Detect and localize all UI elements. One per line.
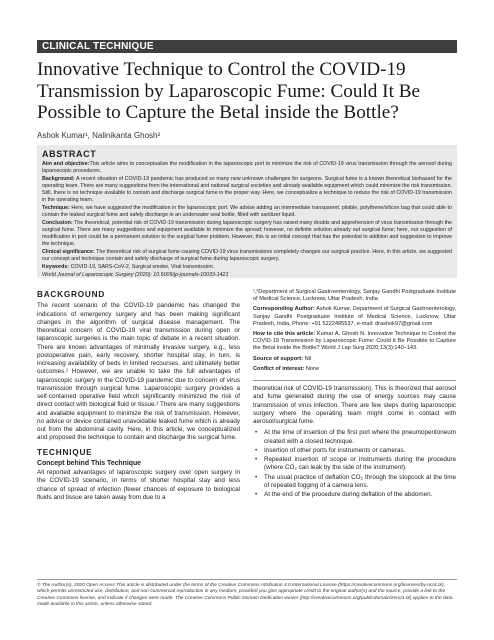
left-column <box>37 289 240 505</box>
abstract-technique <box>42 205 452 219</box>
abstract-aim <box>42 161 452 175</box>
background-heading: BACKGROUND <box>37 290 106 299</box>
technique-paragraph: All reported advantages of laparoscopic surgery over open surgery in the COVID-19 scenario, in terms of shorter hospital stay and less chance of spread of infection (fewer chances of exposure to biological fluids and tissue are taken away from due to a <box>37 469 240 501</box>
significance-text: The theoretical risk of surgical fume causing COVID-19 virus transmissions completely changes our surgical practice. Here, in this article, we suggested our concept and technique contain and safely discharge of surgical fume during laparoscopic surgery. <box>42 249 452 262</box>
cite-label: How to cite this article: <box>253 331 316 338</box>
list-item: • The usual practice of deflation CO₂ through the stopcock at the time of repeated fogging of a camera lens. <box>253 474 456 491</box>
conflict-text: None <box>305 365 320 372</box>
technique-subheading: Concept behind This Technique <box>37 459 141 467</box>
list-item: • At the end of the procedure during deflation of the abdomen. <box>253 491 456 499</box>
abstract-significance <box>42 249 452 263</box>
abstract-conclusion <box>42 220 452 248</box>
affiliation-departments: ¹,²Department of Surgical Gastroenterology, Sanjay Gandhi Postgraduate Institute of Medical Science, Lucknow, Uttar Pradesh, India <box>253 289 456 303</box>
conflict-of-interest <box>253 366 456 373</box>
background-label: Background: <box>42 176 75 183</box>
list-item: • Insertion of other ports for instruments or cameras. <box>253 447 456 455</box>
technique-heading: TECHNIQUE <box>37 447 93 457</box>
background-paragraph: The recent scenario of the COVID-19 pandemic has changed the indications of emergency surgery and has been making significant changes in the algorithm of surgical disease management. The theoretical concern of COVID-19 viral transmission during open or laparoscopic surgeries is the main topic of debate in a recent situation. There are known advantages of minimally invasive surgery, e.g., less postoperative pain, early recovery, shorter hospital stay, in turn, is increasing availability of beds in limited recourses, and ultimately better outcomes.¹ However, we are unable to take the full advantages of laparoscopic surgery in the COVID-19 pandemic due to concern of virus transmission through surgical fume. Laparoscopic surgery provides a self-contained operative field which significantly minimized the risk of direct contact with biological fluid or tissue.² There are many suggestions and available equipment to minimize the risk of transmission. However, no advice or device contained unavoidable leaked fume which is already out from the abdominal cavity. Here, in this article, we conceptualized and proposed the technique to contain and discharge the surgical fume. <box>37 302 240 442</box>
technique-label: Technique: <box>42 205 70 212</box>
right-paragraph: theoretical risk of COVID-19 transmission). This is theorized that aerosol and fume generated during the use of energy sources may cause transmission of virus infection. There are few steps during laparoscopic surgery where the operating team might come in contact with aerosol/surgical fume. <box>253 385 456 426</box>
aim-text: This article aims to conceptualize the modification in the laparoscopic port to minimize the risk of COVID-19 virus transmission through the aerosol during laparoscopic procedures. <box>42 161 452 174</box>
cite-text: Kumar A, Ghosh N. Innovative Technique to Control the COVID-19 Transmission by Laparoscopic Fume: Could It Be Possible to Capture the Betal inside the Bottle? World J Lap Surg 2020;13(3):140–143. <box>253 331 456 352</box>
source-of-support <box>253 356 456 363</box>
license-footer: © The Author(s). 2020 Open Access This article is distributed under the terms of the Creative Commons Attribution 4.0 International License (https://creativecommons.org/licenses/by-nc/4.0/), which permits unrestricted use, distribution, and non-commercial reproduction in any medium, provided you give appropriate credit to the original author(s) and the source, provide a link to the Creative Commons license, and indicate if changes were made. The Creative Commons Public Domain Dedication waiver (http://creativecommons.org/publicdomain/zero/1.0/) applies to the data made available in this article, unless otherwise stated. <box>37 579 457 608</box>
exposure-list <box>253 429 456 499</box>
list-item: • At the time of insertion of the first port where the pneumoperitoneum created with a closed technique. <box>253 429 456 446</box>
abstract-keywords <box>42 264 452 271</box>
right-column <box>253 289 456 500</box>
corresponding-text: Ashok Kumar, Department of Surgical Gastroenterology, Sanjay Gandhi Postgraduate Institute of Medical Science, Lucknow, Uttar Pradesh, India, Phone: +91 5222495537, e-mail: drashok97@gmail.com <box>253 306 456 327</box>
authors: Ashok Kumar¹, Nalinikanta Ghosh² <box>37 131 161 140</box>
conclusion-label: Conclusion: <box>42 220 73 227</box>
conflict-label: Conflict of interest: <box>253 365 305 372</box>
corresponding-label: Corresponding Author: <box>253 306 315 313</box>
keywords-text: COVID-19, SARS-CoV-2, Surgical smoke, Viral transmission. <box>70 264 215 271</box>
section-banner: CLINICAL TECHNIQUE <box>37 40 457 53</box>
conclusion-text: The theoretical, potential risk of COVID-19 transmission during laparoscopic surgery has raised many doubts and apprehension of virus transmission through the surgical fume. There are many suggestions and equipment available to minimize the spread; however, no definite solution already out surgical fume; here, our suggestion of modification in port could be a permanent solution to the surgical fume problem. However, this is an initial concept that has the potential to addition and suggestion to improve the technique. <box>42 220 452 247</box>
abstract-background <box>42 176 452 204</box>
affiliation-box <box>253 289 456 381</box>
background-text: A recent situation of COVID-19 pandemic has produced so many new unknown challenges for surgeons. Surgical fume is a known theoretical biohazard for the operating team. There are many suggestions from the international and national surgical societies and already available equipment which could minimize the risk transmission. Still, there is no technique available to contain and discharge surgical fume in the proper way. Here, we conceptualize a technique to reduce the risk of COVID-19 transmission in the operating team. <box>42 176 452 203</box>
abstract-heading: ABSTRACT <box>42 149 97 159</box>
aim-label: Aim and objective: <box>42 161 90 167</box>
significance-label: Clinical significance: <box>42 249 95 256</box>
journal-reference: World Journal of Laparoscopic Surgery (2020): 10.5005/jp-journals-10033-1421 <box>42 272 229 279</box>
support-label: Source of support: <box>253 355 304 362</box>
list-item: • Repeated insertion of scope or instruments during the procedure (where CO₂ can leak by the side of the instrument). <box>253 456 456 473</box>
keywords-label: Keywords: <box>42 264 70 271</box>
support-text: Nil <box>304 355 312 362</box>
technique-text: Here, we have suggested the modification in the laparoscopic port. We advise adding an intermediate transparent, pliable, polythene/silicon bag that could able to contain the leaked surgical fume and safely discharge in an underwater seal bottle, filled with sanitizer liquid. <box>42 205 452 218</box>
article-title: Innovative Technique to Control the COVID-19 Transmission by Laparoscopic Fume: Could It Be Possible to Capture the Betal inside the Bottle? <box>37 59 421 123</box>
how-to-cite <box>253 331 456 353</box>
abstract-box <box>37 145 457 278</box>
corresponding-author <box>253 306 456 328</box>
